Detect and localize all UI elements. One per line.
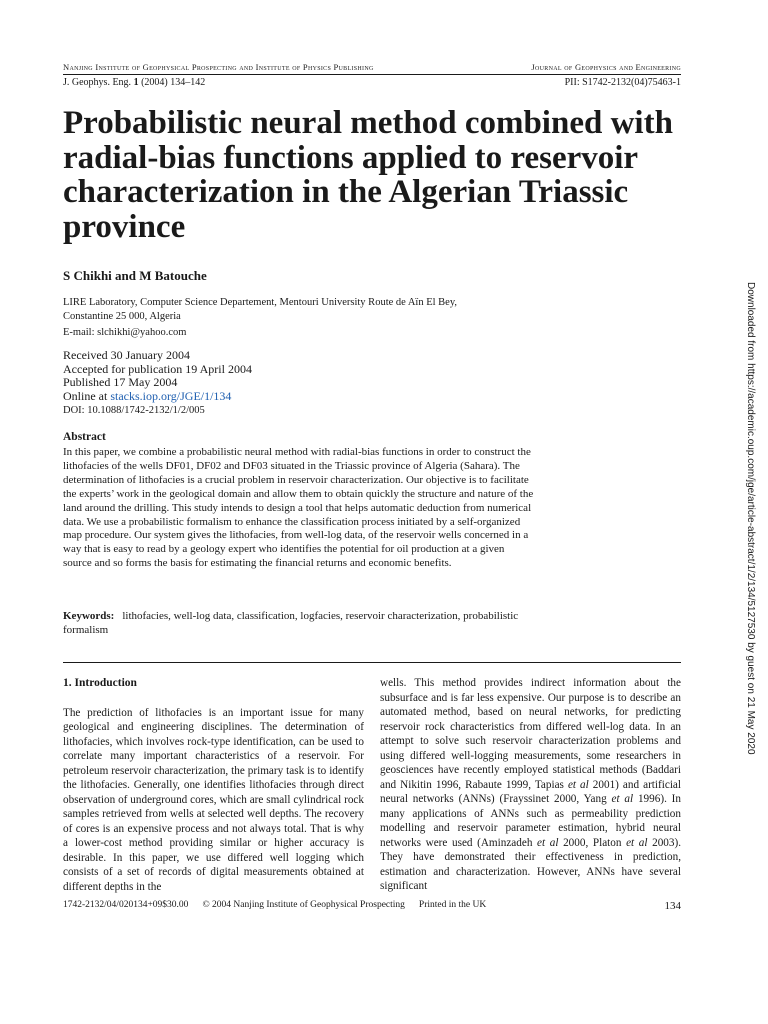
section-rule xyxy=(63,662,681,663)
citation-rest: (2004) 134–142 xyxy=(138,77,206,88)
page-number: 134 xyxy=(664,900,681,912)
right-column xyxy=(380,676,681,894)
ref-etal: et al xyxy=(626,836,648,849)
reference-link[interactable]: Rabaute 1999 xyxy=(465,778,529,791)
intro-paragraph: The prediction of lithofacies is an important issue for many geological and engineering disciplines. The determination of lithofacies, which involves rock-type identification, can be used to correlate many important characteristics of a reservoir. For petroleum reservoir characterization, the primary task is to identify the lithofacies. Generally, one identifies lithofacies through direct observation of underground cores, which are small cylindrical rock samples retrieved from wells at selected well depths. The recovery of cores is an expensive process and not always total. That is why a lower-cost method providing similar or higher accuracy is desirable. In this paper, we use differed well logging which consists of a set of records of digital measurements obtained at different depths in the xyxy=(63,706,364,893)
reference-link[interactable]: Frayssinet 2000 xyxy=(503,793,577,805)
body-text: ). In many applications of ANNs such as permeability prediction modelling and reservoir parameter estimation, hybrid neural networks were used ( xyxy=(380,793,682,849)
separator: , xyxy=(576,793,584,805)
separator: , xyxy=(528,778,535,791)
online-line xyxy=(63,390,252,404)
reference-link[interactable]: Baddari and Nikitin 1996 xyxy=(380,764,681,791)
published-date: Published 17 May 2004 xyxy=(63,375,178,389)
header-journal: Journal of Geophysics and Engineering xyxy=(531,62,681,72)
keywords-text: lithofacies, well-log data, classification, logfacies, reservoir characterization, probabilistic formalism xyxy=(63,610,519,636)
ref-author: Platon xyxy=(592,836,627,849)
doi: DOI: 10.1088/1742-2132/1/2/005 xyxy=(63,405,205,416)
email: E-mail: slchikhi@yahoo.com xyxy=(63,327,187,338)
footer-printed: Printed in the UK xyxy=(418,900,487,910)
ref-etal: et al xyxy=(537,836,559,849)
body-text: wells. This method provides indirect information about the subsurface and is far less expensive. Our purpose is to describe an automated method, based on neural networks, for predicting reservoir rock characteristics from differed well-log data. In an attempt to solve such reservoir characterization problems and using differed well-logging measurements, some researchers in geosciences have recently employed statistical methods ( xyxy=(380,677,681,776)
ref-year: 1996 xyxy=(633,793,661,805)
affiliation-line: Constantine 25 000, Algeria xyxy=(63,310,181,322)
affiliation xyxy=(63,296,533,323)
ref-author: Yang xyxy=(583,793,612,805)
running-header xyxy=(63,62,681,72)
online-link[interactable]: stacks.iop.org/JGE/1/134 xyxy=(110,388,232,403)
article-title: Probabilistic neural method combined with radial-bias functions applied to reservoir characterization in the Algerian Triassic province xyxy=(63,105,673,245)
ref-year: 2000 xyxy=(558,836,586,849)
authors: S Chikhi and M Batouche xyxy=(63,268,207,283)
abstract-heading: Abstract xyxy=(63,431,106,443)
citation-prefix: J. Geophys. Eng. xyxy=(63,77,134,88)
left-column xyxy=(63,676,364,894)
reference-link[interactable] xyxy=(584,793,661,805)
ref-author: Aminzadeh xyxy=(480,836,538,849)
section-heading: 1. Introduction xyxy=(63,677,137,689)
footer-copyright: © 2004 Nanjing Institute of Geophysical Prospecting xyxy=(202,900,405,910)
pii: PII: S1742-2132(04)75463-1 xyxy=(564,77,681,88)
ref-year: 2003 xyxy=(647,836,675,849)
header-publisher: Nanjing Institute of Geophysical Prospecting and Institute of Physics Publishing xyxy=(63,62,374,72)
separator: , xyxy=(458,778,466,791)
body-text: ) and artificial neural networks (ANNs) ( xyxy=(380,778,682,805)
reference-link[interactable] xyxy=(481,837,586,849)
citation-volume: 1 xyxy=(133,77,139,88)
online-prefix: Online at xyxy=(63,388,111,403)
accepted-date: Accepted for publication 19 April 2004 xyxy=(63,361,252,376)
received-date: Received 30 January 2004 xyxy=(63,348,190,362)
reference-link[interactable] xyxy=(593,837,675,849)
keywords-label: Keywords: xyxy=(63,610,115,622)
reference-link[interactable] xyxy=(535,779,615,791)
citation-line xyxy=(63,77,681,88)
ref-year: 2001 xyxy=(588,778,616,791)
intro-paragraph-continued xyxy=(380,676,681,894)
affiliation-line: LIRE Laboratory, Computer Science Departement, Mentouri University Route de Aïn El Bey, xyxy=(63,297,458,308)
publication-dates xyxy=(63,349,252,403)
download-note: Downloaded from https://academic.oup.com/jge/article-abstract/1/2/134/5127530 by guest on 21 May 2020 xyxy=(745,282,756,755)
ref-etal: et al xyxy=(567,778,589,791)
footer-info xyxy=(63,900,486,912)
header-rule xyxy=(63,74,681,75)
ref-etal: et al xyxy=(611,793,634,805)
download-watermark xyxy=(742,282,756,755)
footer-code: 1742-2132/04/020134+09$30.00 xyxy=(63,900,189,910)
ref-author: Tapias xyxy=(534,778,568,791)
journal-citation xyxy=(63,77,205,88)
separator: , xyxy=(585,836,593,849)
page-footer xyxy=(63,900,681,912)
keywords xyxy=(63,610,533,638)
abstract-text: In this paper, we combine a probabilistic neural method with radial-bias functions in order to construct the lithofacies of the wells DF01, DF02 and DF03 situated in the Triassic province of Algeria (Sahara). The determination of lithofacies is a crucial problem in reservoir characterization. Our objective is to facilitate the experts’ work in the geological domain and allow them to obtain quickly the structure and nature of the land around the drilling. This study intends to design a tool that helps automatic deduction from numerical data. We use a probabilistic formalism to enhance the classification process initiated by a self-organized map procedure. Our system gives the lithofacies, from well-log data, of the reservoir wells concerned in a way that is easy to read by a geology expert who identifies the potential for oil production at a given source and so forms the basis for estimating the financial returns and economic benefits. xyxy=(63,446,534,570)
body-text: ). They have demonstrated their effectiveness in prediction, estimation and characterization. However, ANNs have several significant xyxy=(380,836,682,892)
